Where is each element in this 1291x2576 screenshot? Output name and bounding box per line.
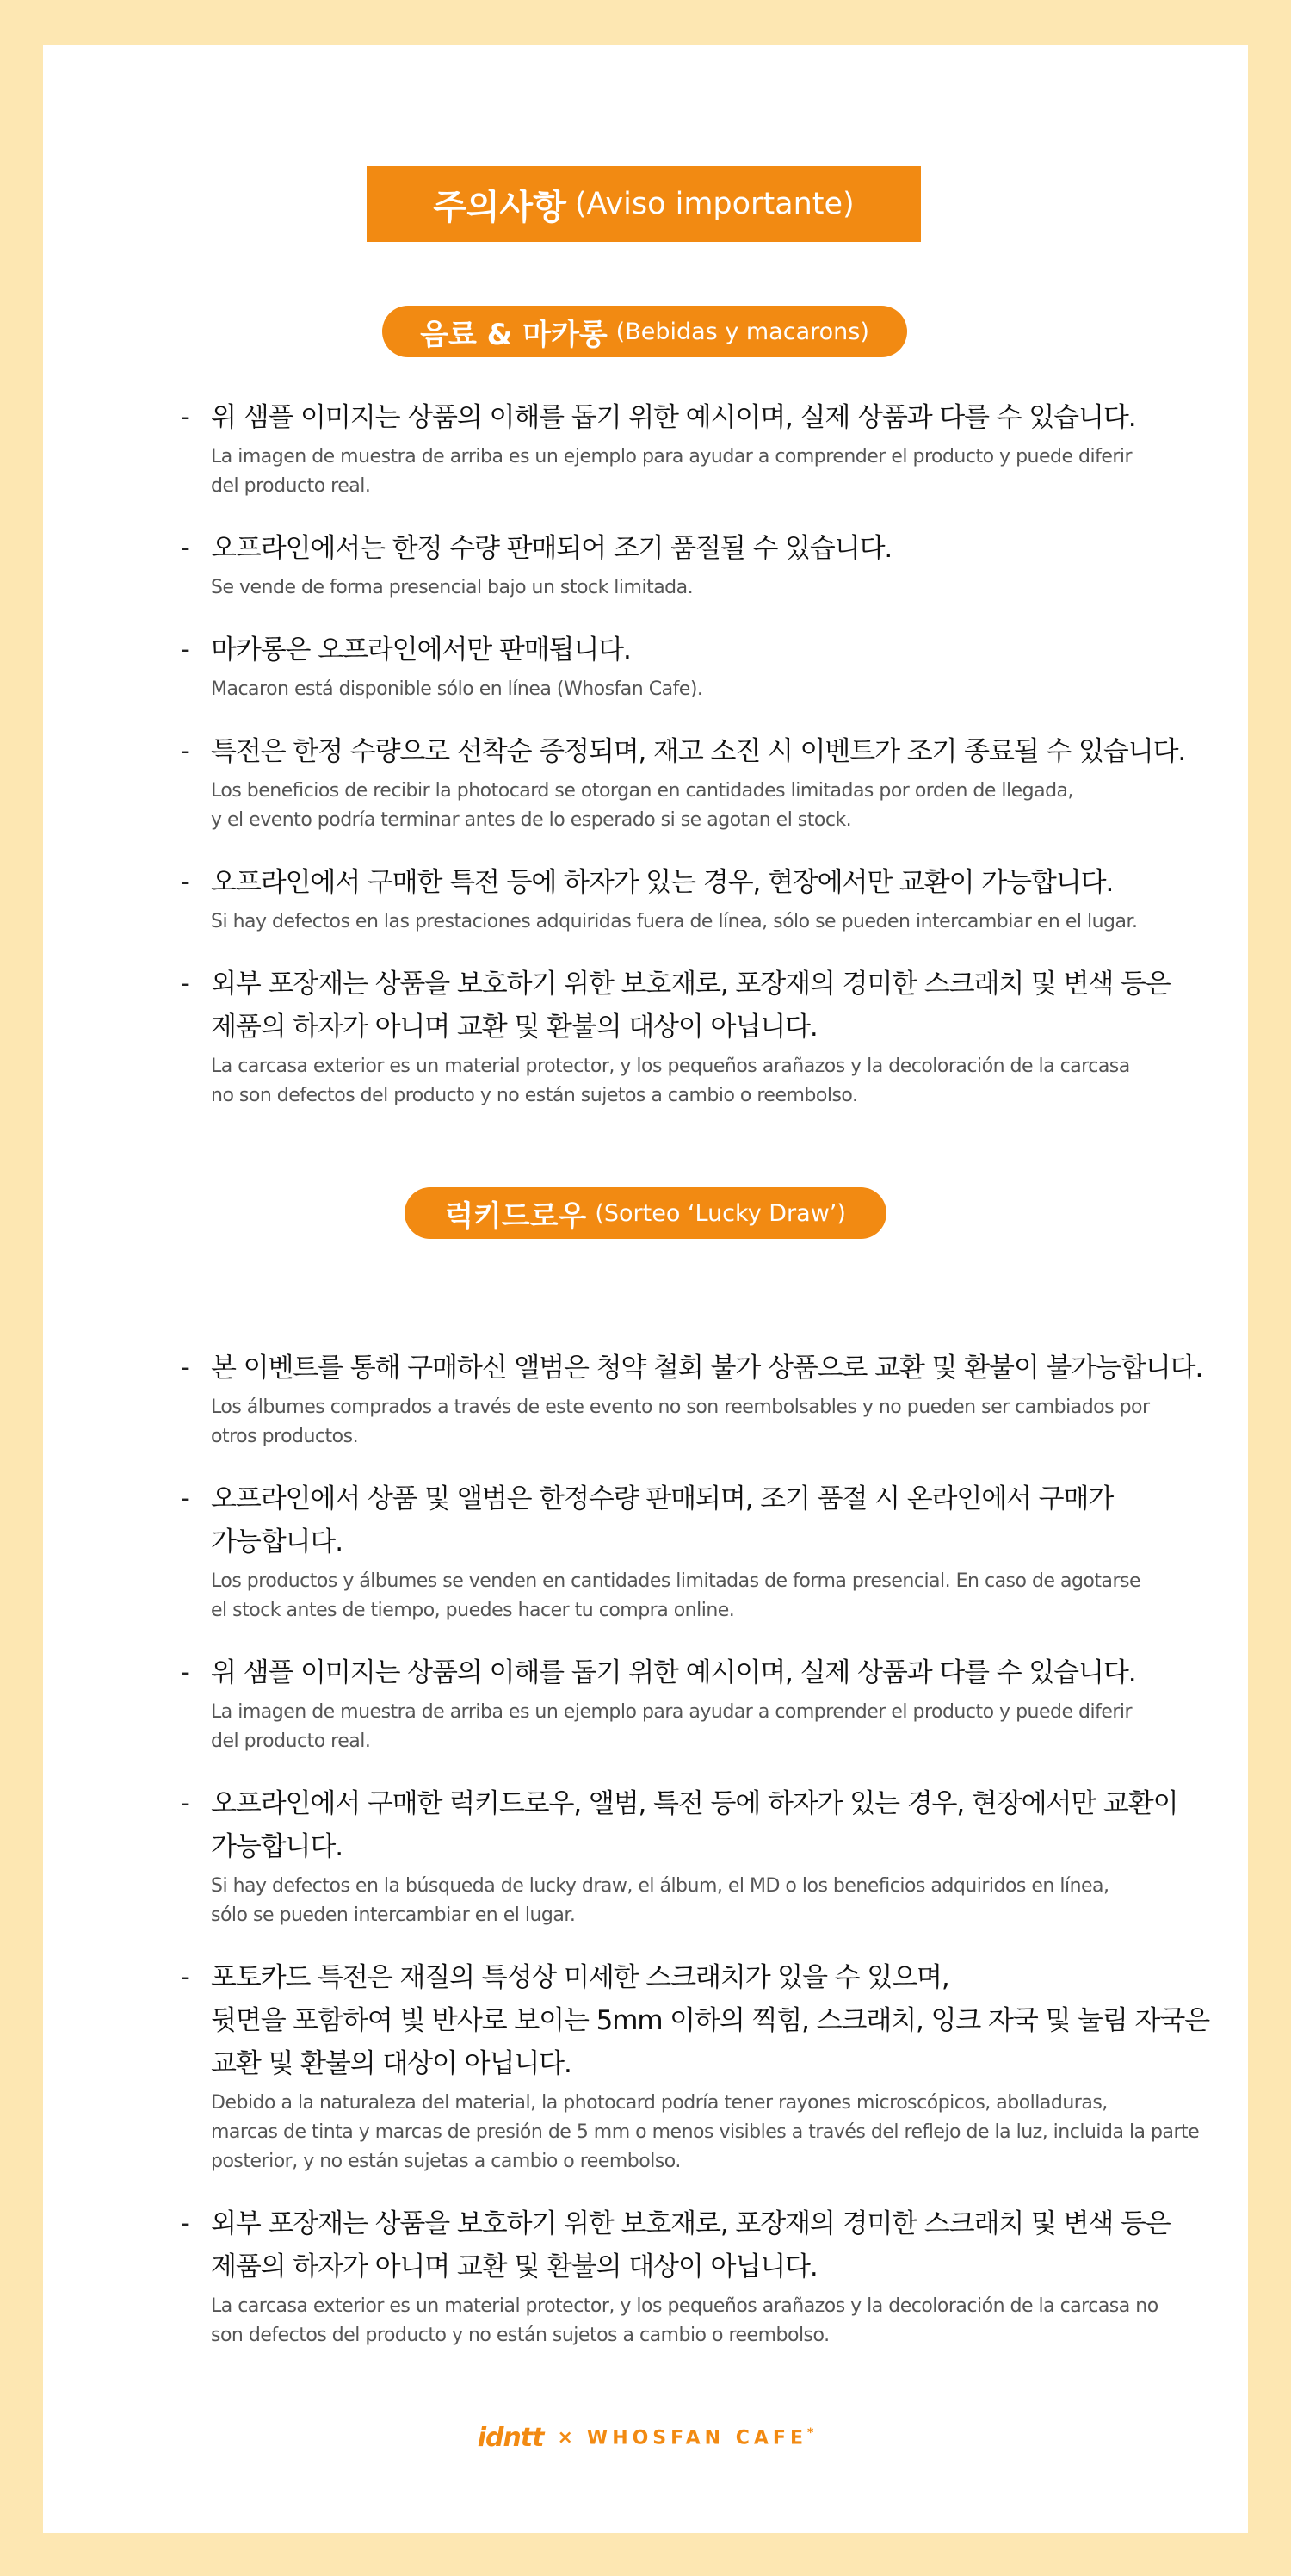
section-title-drinks xyxy=(382,306,907,357)
notice-text-es: La carcasa exterior es un material protector, y los pequeños arañazos y la decoloración de la carcasa no son defectos del producto y no están sujetos a cambio o reembolso. xyxy=(211,2295,1158,2346)
notice-text-ko: 포토카드 특전은 재질의 특성상 미세한 스크래치가 있을 수 있으며, 뒷면을 포함하여 빛 반사로 보이는 5mm 이하의 찍힘, 스크래치, 잉크 자국 및 눌림 자국은 교환 및 환불의 대상이 아닙니다. xyxy=(211,1962,1210,2079)
list-item xyxy=(133,629,1218,704)
dash-bullet: - xyxy=(181,1962,190,1992)
list-item xyxy=(133,963,1218,1111)
notice-text-ko: 본 이벤트를 통해 구매하신 앨범은 청약 철회 불가 상품으로 교환 및 환불이 불가능합니다. xyxy=(211,1353,1203,1384)
list-item xyxy=(133,730,1218,835)
whosfan-cafe-logo-text: WHOSFAN CAFE xyxy=(586,2427,807,2449)
dash-bullet: - xyxy=(181,2208,190,2239)
dash-bullet: - xyxy=(181,1788,190,1818)
notice-text-es: La imagen de muestra de arriba es un ejemplo para ayudar a comprender el producto y puede diferir del producto real. xyxy=(211,446,1133,497)
notice-text-es: La carcasa exterior es un material protector, y los pequeños arañazos y la decoloración de la carcasa no son defectos del producto y no están sujetos a cambio o reembolso. xyxy=(211,1056,1130,1106)
notice-text-ko: 외부 포장재는 상품을 보호하기 위한 보호재로, 포장재의 경미한 스크래치 및 변색 등은 제품의 하자가 아니며 교환 및 환불의 대상이 아닙니다. xyxy=(211,2208,1171,2282)
notice-text-es: Los productos y álbumes se venden en cantidades limitadas de forma presencial. En caso de agotarse el stock antes de tiempo, puedes hacer tu compra online. xyxy=(211,1570,1141,1621)
dash-bullet: - xyxy=(181,969,190,999)
page-title-ko: 주의사항 xyxy=(433,187,566,227)
notice-text-ko: 마카롱은 오프라인에서만 판매됩니다. xyxy=(211,635,631,666)
page-title-es: (Aviso importante) xyxy=(574,187,855,221)
list-item xyxy=(133,1956,1218,2177)
collab-separator: × xyxy=(557,2427,573,2449)
lucky-draw-notice-list xyxy=(133,1347,1218,2376)
notice-text-ko: 외부 포장재는 상품을 보호하기 위한 보호재로, 포장재의 경미한 스크래치 및 변색 등은 제품의 하자가 아니며 교환 및 환불의 대상이 아닙니다. xyxy=(211,969,1171,1043)
dash-bullet: - xyxy=(181,1657,190,1687)
section-title-ko: 럭키드로우 xyxy=(445,1198,587,1234)
dash-bullet: - xyxy=(181,1483,190,1514)
dash-bullet: - xyxy=(181,635,190,665)
notice-text-es: La imagen de muestra de arriba es un ejemplo para ayudar a comprender el producto y puede diferir del producto real. xyxy=(211,1701,1133,1752)
notice-text-es: Macaron está disponible sólo en línea (Whosfan Cafe). xyxy=(211,678,703,700)
whosfan-cafe-logo xyxy=(587,2426,813,2449)
notice-text-ko: 오프라인에서 구매한 특전 등에 하자가 있는 경우, 현장에서만 교환이 가능합니다. xyxy=(211,867,1114,898)
section-title-lucky-draw xyxy=(405,1187,886,1239)
notice-text-es: Los beneficios de recibir la photocard se otorgan en cantidades limitadas por orden de llegada, y el evento podría terminar antes de lo esperado si se agotan el stock. xyxy=(211,780,1074,831)
notice-text-es: Si hay defectos en la búsqueda de lucky draw, el álbum, el MD o los beneficios adquiridos en línea, sólo se pueden intercambiar en el lugar. xyxy=(211,1875,1109,1926)
section-title-ko: 음료 & 마카롱 xyxy=(420,317,608,352)
notice-text-ko: 위 샘플 이미지는 상품의 이해를 돕기 위한 예시이며, 실제 상품과 다를 수 있습니다. xyxy=(211,402,1136,433)
footer-logos xyxy=(43,2423,1248,2453)
idntt-logo: idntt xyxy=(477,2423,544,2453)
notice-text-ko: 오프라인에서 구매한 럭키드로우, 앨범, 특전 등에 하자가 있는 경우, 현장에서만 교환이 가능합니다. xyxy=(211,1788,1178,1862)
dash-bullet: - xyxy=(181,1353,190,1383)
dash-bullet: - xyxy=(181,867,190,897)
notice-text-ko: 오프라인에서는 한정 수량 판매되어 조기 품절될 수 있습니다. xyxy=(211,533,893,564)
dash-bullet: - xyxy=(181,736,190,766)
notice-text-ko: 위 샘플 이미지는 상품의 이해를 돕기 위한 예시이며, 실제 상품과 다를 수 있습니다. xyxy=(211,1657,1136,1688)
dash-bullet: - xyxy=(181,533,190,563)
notice-card xyxy=(43,45,1248,2533)
notice-text-es: Debido a la naturaleza del material, la photocard podría tener rayones microscópicos, abolladuras, marcas de tinta y marcas de presión de 5 mm o menos visibles a través del reflejo de la luz, incluida la parte posterior, y no están sujetas a cambio o reembolso. xyxy=(211,2092,1200,2172)
list-item xyxy=(133,861,1218,937)
section-title-es: (Bebidas y macarons) xyxy=(615,318,869,345)
notice-text-es: Los álbumes comprados a través de este evento no son reembolsables y no pueden ser cambiados por otros productos. xyxy=(211,1396,1150,1447)
notice-text-es: Se vende de forma presencial bajo un stock limitada. xyxy=(211,577,694,598)
list-item xyxy=(133,2202,1218,2350)
drinks-notice-list xyxy=(133,396,1218,1136)
dash-bullet: - xyxy=(181,402,190,432)
list-item xyxy=(133,1347,1218,1452)
notice-text-ko: 특전은 한정 수량으로 선착순 증정되며, 재고 소진 시 이벤트가 조기 종료될 수 있습니다. xyxy=(211,736,1186,767)
whosfan-cafe-logo-mark: * xyxy=(806,2426,814,2441)
list-item xyxy=(133,1477,1218,1625)
notice-text-ko: 오프라인에서 상품 및 앨범은 한정수량 판매되며, 조기 품절 시 온라인에서 구매가 가능합니다. xyxy=(211,1483,1114,1557)
page-title xyxy=(367,166,921,242)
list-item xyxy=(133,1782,1218,1930)
notice-text-es: Si hay defectos en las prestaciones adquiridas fuera de línea, sólo se pueden intercambiar en el lugar. xyxy=(211,911,1138,932)
section-title-es: (Sorteo ‘Lucky Draw’) xyxy=(595,1199,846,1227)
list-item xyxy=(133,527,1218,603)
list-item xyxy=(133,396,1218,501)
list-item xyxy=(133,1651,1218,1756)
